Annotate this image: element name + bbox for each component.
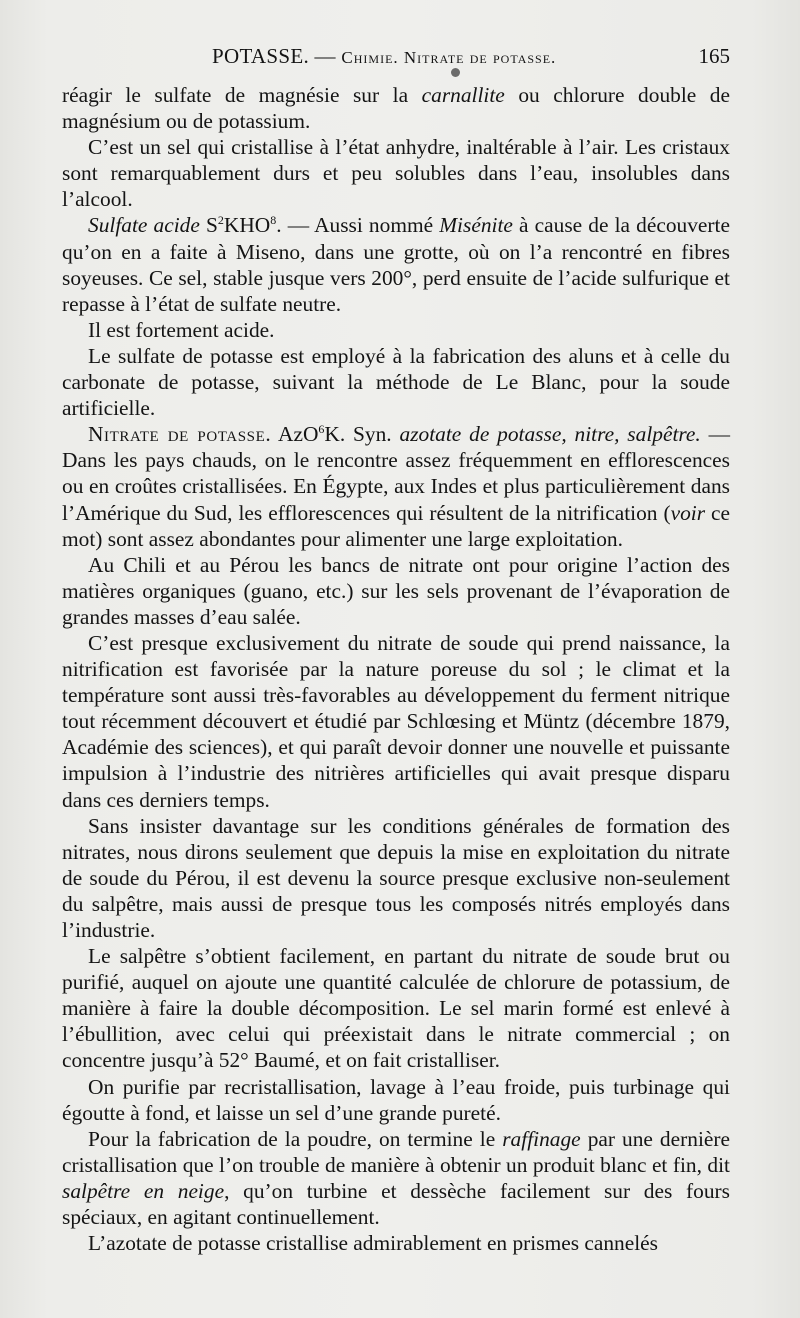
paragraph-p10 (62, 1074, 730, 1126)
paragraph-p9 (62, 943, 730, 1073)
text-run: Le salpêtre s’obtient facilement, en partant du nitrate de soude brut ou purifié, auquel on ajoute une quantité calculée de chlorure de potassium, de manière à faire la double décomposition. Le sel marin formé est enlevé à l’ébullition, avec celui qui préexistait dans le nitrate commercial ; on concentre jusqu’à 52° Baumé, et on fait cristalliser. (62, 944, 730, 1073)
text-run: Pour la fabrication de la poudre, on termine le (88, 1126, 503, 1151)
paragraph-p6 (62, 552, 730, 630)
text-run: Il est fortement acide. (88, 317, 275, 342)
text-run: ce mot) sont assez abondantes pour alimenter une large exploitation. (62, 500, 730, 551)
paragraph-p12 (62, 1230, 730, 1256)
running-title (212, 44, 556, 69)
italic-term: raffinage (502, 1126, 581, 1151)
paragraph-p1 (62, 134, 730, 212)
paragraph-p0 (62, 82, 730, 134)
paragraph-p2 (62, 212, 730, 316)
text-run: Sans insister davantage sur les conditions générales de formation des nitrates, nous dirons seulement que depuis la mise en exploitation du nitrate de soude du Pérou, il est devenu la source presque exclusive non-seulement du salpêtre, mais aussi de presque tous les composés nitrés employés dans l’industrie. (62, 813, 730, 942)
text-run: C’est un sel qui cristallise à l’état anhydre, inaltérable à l’air. Les cristaux sont remarquablement durs et peu solubles dans l’eau, insolubles dans l’alcool. (62, 135, 730, 212)
text-run: KHO (223, 213, 271, 238)
text-run: S (199, 213, 218, 238)
text-run: AzO (271, 422, 319, 447)
page-number: 165 (698, 44, 730, 68)
text-run: C’est presque exclusivement du nitrate de soude qui prend naissance, la nitrification est favorisée par la nature poreuse du sol ; le climat et la température sont aussi très-favorables au développement du ferment nitrique tout récemment découvert et étudié par Schlœsing et Müntz (décembre 1879, Académie des sciences), et qui paraît devoir donner une nouvelle et puissante impulsion à l’industrie des nitrières artificielles qui avait presque disparu dans ces derniers temps. (62, 630, 730, 812)
italic-term: Sulfate acide (88, 213, 200, 238)
text-run: Au Chili et au Pérou les bancs de nitrate ont pour origine l’action des matières organiques (guano, etc.) sur les sels provenant de l’évaporation de grandes masses d’eau salée. (62, 552, 730, 629)
text-run: par une dernière cristallisation que l’on trouble de manière à obtenir un produit blanc et fin, dit (62, 1126, 730, 1177)
running-title-section: Chimie. Nitrate de potasse. (341, 48, 557, 67)
text-run: . — Aussi nommé (276, 213, 440, 238)
paragraph-p3 (62, 317, 730, 343)
paragraph-p8 (62, 813, 730, 943)
paragraph-p5 (62, 421, 730, 551)
italic-term: Misénite (439, 213, 513, 238)
italic-term: carnallite (421, 83, 505, 107)
ink-dot-ornament (451, 68, 460, 77)
superscript: 2 (217, 213, 224, 228)
superscript: 6 (318, 422, 325, 437)
text-run: L’azotate de potasse cristallise admirablement en prismes cannelés (88, 1231, 659, 1256)
italic-term: azotate de potasse, nitre, salpêtre. (399, 422, 701, 447)
running-title-main: POTASSE. — (212, 44, 342, 68)
text-run: On purifie par recristallisation, lavage à l’eau froide, puis turbinage qui égoutte à fond, et laisse un sel d’une grande pureté. (62, 1074, 730, 1125)
text-run: à cause de la découverte qu’on en a faite à Miseno, dans une grotte, où on l’a rencontré en fibres soyeuses. Ce sel, stable jusque vers 200°, perd ensuite de l’acide sulfurique et repasse à l’état de sulfate neutre. (62, 213, 730, 316)
section-heading: Nitrate de potasse. (88, 422, 272, 447)
text-run: K. Syn. (324, 422, 400, 447)
superscript: 8 (270, 213, 277, 228)
paragraph-p4 (62, 343, 730, 421)
body-text (62, 82, 730, 1256)
text-run: , qu’on turbine et dessèche facilement sur des fours spéciaux, en agitant continuellement. (62, 1178, 730, 1230)
text-run: Le sulfate de potasse est employé à la fabrication des aluns et à celle du carbonate de potasse, suivant la méthode de Le Blanc, pour la soude artificielle. (62, 343, 730, 421)
running-header (62, 44, 730, 74)
paragraph-p11 (62, 1126, 730, 1230)
italic-term: salpêtre en neige (62, 1178, 225, 1203)
italic-term: voir (670, 500, 706, 525)
text-run: — Dans les pays chauds, on le rencontre assez fréquemment en efflorescences ou en croûtes cristallisées. En Égypte, aux Indes et plus particulièrement dans l’Amérique du Sud, les efflorescences qui résultent de la nitrification ( (62, 422, 730, 525)
text-run: réagir le sulfate de magnésie sur la (62, 83, 422, 107)
text-run: ou chlorure double de magnésium ou de potassium. (62, 83, 730, 134)
paragraph-p7 (62, 630, 730, 813)
